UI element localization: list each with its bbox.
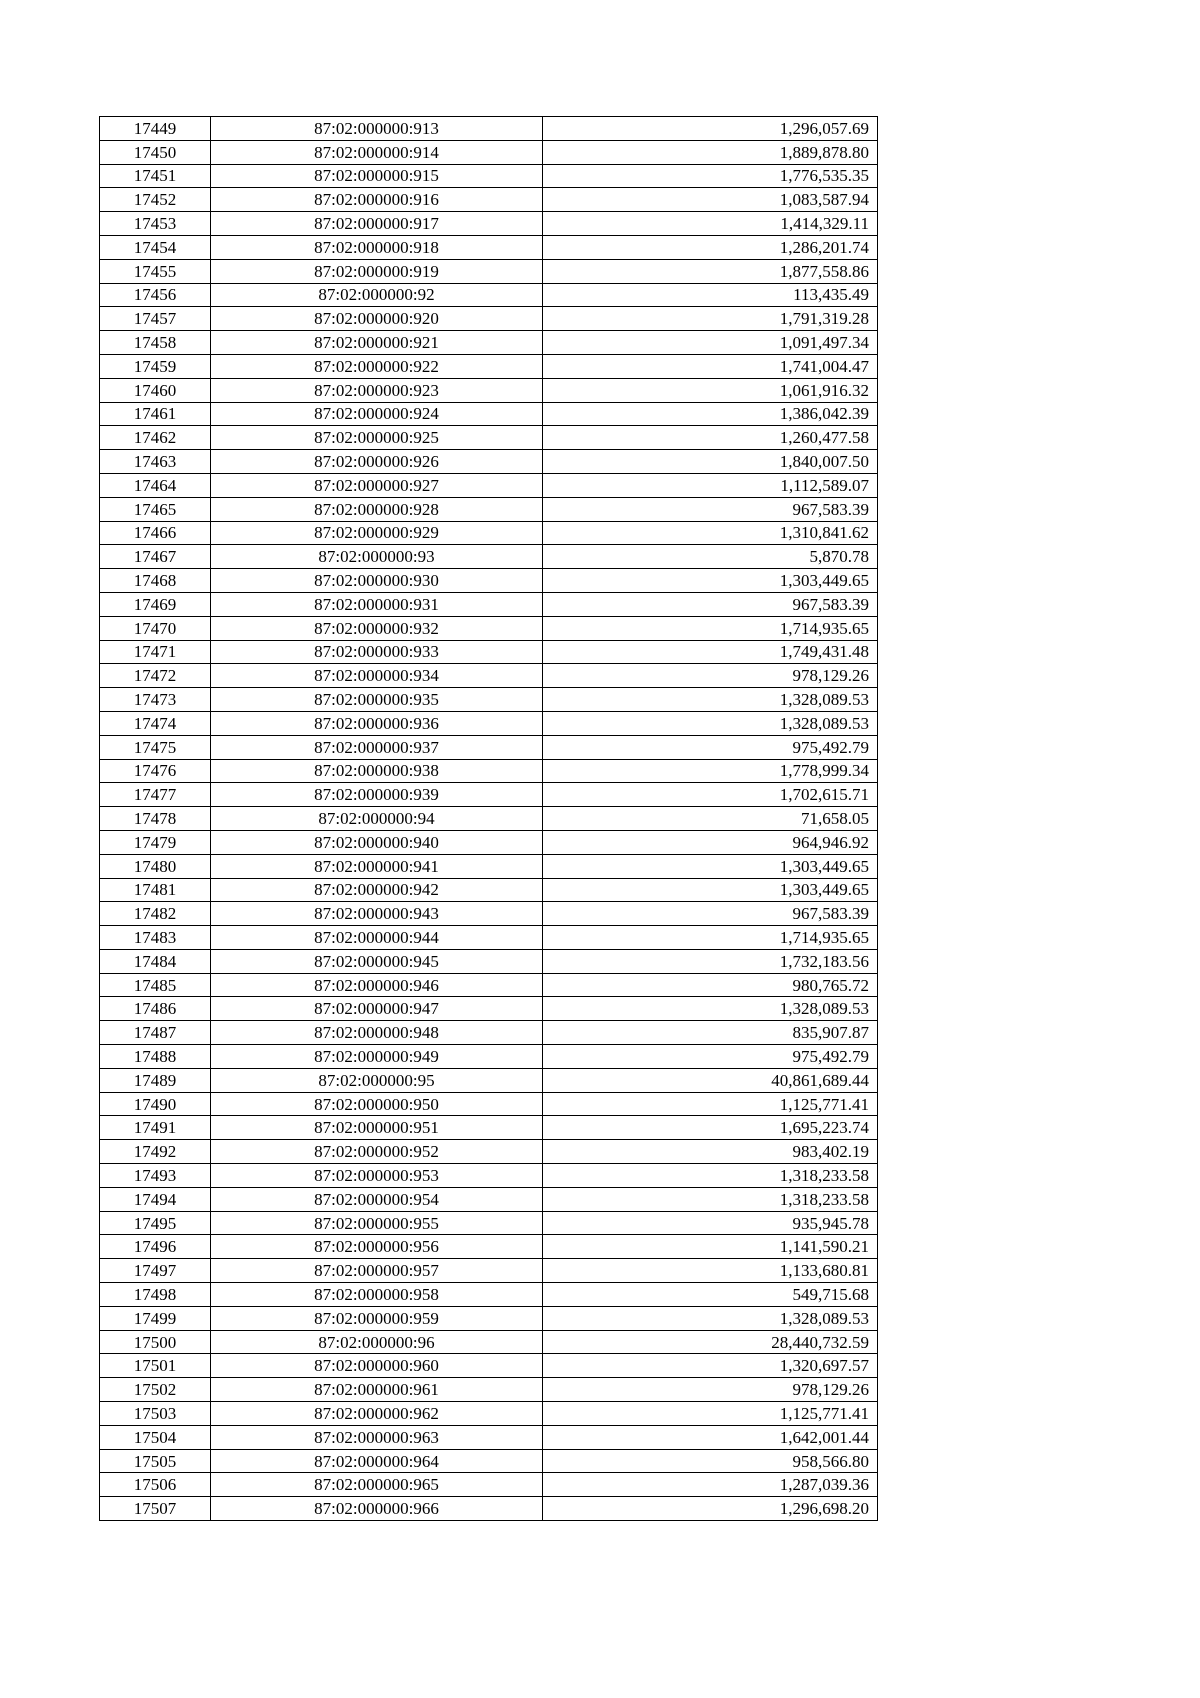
cadastral-number-cell: 87:02:000000:966 [211,1497,543,1521]
row-number-cell: 17461 [100,402,211,426]
cadastral-number-cell: 87:02:000000:925 [211,426,543,450]
row-number-cell: 17455 [100,259,211,283]
value-cell: 1,141,590.21 [543,1235,878,1259]
value-cell: 1,414,329.11 [543,212,878,236]
cadastral-number-cell: 87:02:000000:932 [211,616,543,640]
table-row [100,1330,878,1354]
table-row [100,1497,878,1521]
value-cell: 983,402.19 [543,1140,878,1164]
row-number-cell: 17451 [100,164,211,188]
table-row [100,1449,878,1473]
table-row [100,497,878,521]
table-row [100,307,878,331]
value-cell: 978,129.26 [543,1378,878,1402]
row-number-cell: 17467 [100,545,211,569]
value-cell: 1,125,771.41 [543,1402,878,1426]
table-row [100,1354,878,1378]
table-row [100,354,878,378]
cadastral-number-cell: 87:02:000000:945 [211,949,543,973]
value-cell: 1,386,042.39 [543,402,878,426]
cadastral-number-cell: 87:02:000000:957 [211,1259,543,1283]
table-row [100,1235,878,1259]
value-cell: 1,296,057.69 [543,117,878,141]
value-cell: 1,702,615.71 [543,783,878,807]
cadastral-number-cell: 87:02:000000:939 [211,783,543,807]
cadastral-number-cell: 87:02:000000:941 [211,854,543,878]
cadastral-number-cell: 87:02:000000:920 [211,307,543,331]
row-number-cell: 17469 [100,592,211,616]
cadastral-number-cell: 87:02:000000:928 [211,497,543,521]
value-cell: 935,945.78 [543,1211,878,1235]
table-row [100,997,878,1021]
cadastral-number-cell: 87:02:000000:914 [211,140,543,164]
row-number-cell: 17493 [100,1164,211,1188]
value-cell: 1,778,999.34 [543,759,878,783]
cadastral-number-cell: 87:02:000000:940 [211,830,543,854]
row-number-cell: 17462 [100,426,211,450]
cadastral-number-cell: 87:02:000000:926 [211,450,543,474]
table-row [100,235,878,259]
row-number-cell: 17476 [100,759,211,783]
table-row [100,1306,878,1330]
row-number-cell: 17484 [100,949,211,973]
cadastral-number-cell: 87:02:000000:950 [211,1092,543,1116]
cadastral-number-cell: 87:02:000000:948 [211,1021,543,1045]
row-number-cell: 17472 [100,664,211,688]
cadastral-number-cell: 87:02:000000:956 [211,1235,543,1259]
cadastral-number-cell: 87:02:000000:961 [211,1378,543,1402]
value-cell: 975,492.79 [543,735,878,759]
table-row [100,117,878,141]
cadastral-number-cell: 87:02:000000:954 [211,1187,543,1211]
cadastral-number-cell: 87:02:000000:952 [211,1140,543,1164]
table-row [100,545,878,569]
value-cell: 1,320,697.57 [543,1354,878,1378]
cadastral-number-cell: 87:02:000000:958 [211,1283,543,1307]
table-row [100,592,878,616]
row-number-cell: 17497 [100,1259,211,1283]
value-cell: 1,840,007.50 [543,450,878,474]
table-row [100,212,878,236]
data-table [99,116,878,1521]
table-row [100,854,878,878]
row-number-cell: 17498 [100,1283,211,1307]
cadastral-number-cell: 87:02:000000:927 [211,473,543,497]
cadastral-number-cell: 87:02:000000:937 [211,735,543,759]
table-row [100,735,878,759]
table-body [100,117,878,1521]
cadastral-number-cell: 87:02:000000:964 [211,1449,543,1473]
cadastral-number-cell: 87:02:000000:924 [211,402,543,426]
row-number-cell: 17471 [100,640,211,664]
value-cell: 1,776,535.35 [543,164,878,188]
value-cell: 1,328,089.53 [543,1306,878,1330]
row-number-cell: 17492 [100,1140,211,1164]
cadastral-number-cell: 87:02:000000:953 [211,1164,543,1188]
table-row [100,664,878,688]
table-row [100,1259,878,1283]
cadastral-number-cell: 87:02:000000:935 [211,688,543,712]
value-cell: 1,296,698.20 [543,1497,878,1521]
cadastral-number-cell: 87:02:000000:942 [211,878,543,902]
table-row [100,807,878,831]
value-cell: 1,303,449.65 [543,878,878,902]
row-number-cell: 17452 [100,188,211,212]
row-number-cell: 17502 [100,1378,211,1402]
table-row [100,1283,878,1307]
row-number-cell: 17473 [100,688,211,712]
cadastral-number-cell: 87:02:000000:917 [211,212,543,236]
value-cell: 1,061,916.32 [543,378,878,402]
table-row [100,164,878,188]
row-number-cell: 17483 [100,926,211,950]
value-cell: 835,907.87 [543,1021,878,1045]
value-cell: 1,642,001.44 [543,1425,878,1449]
row-number-cell: 17487 [100,1021,211,1045]
value-cell: 1,732,183.56 [543,949,878,973]
table-row [100,1187,878,1211]
row-number-cell: 17465 [100,497,211,521]
row-number-cell: 17486 [100,997,211,1021]
table-row [100,902,878,926]
cadastral-number-cell: 87:02:000000:913 [211,117,543,141]
row-number-cell: 17480 [100,854,211,878]
table-row [100,331,878,355]
row-number-cell: 17507 [100,1497,211,1521]
table-row [100,759,878,783]
row-number-cell: 17466 [100,521,211,545]
table-row [100,1140,878,1164]
value-cell: 1,091,497.34 [543,331,878,355]
value-cell: 964,946.92 [543,830,878,854]
table-row [100,140,878,164]
row-number-cell: 17463 [100,450,211,474]
cadastral-number-cell: 87:02:000000:963 [211,1425,543,1449]
row-number-cell: 17489 [100,1068,211,1092]
value-cell: 1,695,223.74 [543,1116,878,1140]
value-cell: 1,286,201.74 [543,235,878,259]
cadastral-number-cell: 87:02:000000:923 [211,378,543,402]
value-cell: 975,492.79 [543,1045,878,1069]
cadastral-number-cell: 87:02:000000:934 [211,664,543,688]
value-cell: 1,303,449.65 [543,569,878,593]
table-row [100,1021,878,1045]
table-row [100,711,878,735]
table-row [100,830,878,854]
value-cell: 967,583.39 [543,592,878,616]
row-number-cell: 17496 [100,1235,211,1259]
table-row [100,188,878,212]
table-row [100,1068,878,1092]
cadastral-number-cell: 87:02:000000:930 [211,569,543,593]
value-cell: 980,765.72 [543,973,878,997]
cadastral-number-cell: 87:02:000000:95 [211,1068,543,1092]
cadastral-number-cell: 87:02:000000:944 [211,926,543,950]
cadastral-number-cell: 87:02:000000:946 [211,973,543,997]
value-cell: 40,861,689.44 [543,1068,878,1092]
cadastral-number-cell: 87:02:000000:938 [211,759,543,783]
value-cell: 1,303,449.65 [543,854,878,878]
cadastral-number-cell: 87:02:000000:929 [211,521,543,545]
table-row [100,640,878,664]
value-cell: 1,328,089.53 [543,711,878,735]
table-row [100,949,878,973]
cadastral-number-cell: 87:02:000000:915 [211,164,543,188]
cadastral-number-cell: 87:02:000000:949 [211,1045,543,1069]
table-row [100,1116,878,1140]
value-cell: 1,318,233.58 [543,1164,878,1188]
table-row [100,569,878,593]
row-number-cell: 17504 [100,1425,211,1449]
cadastral-number-cell: 87:02:000000:933 [211,640,543,664]
cadastral-number-cell: 87:02:000000:959 [211,1306,543,1330]
table-row [100,878,878,902]
row-number-cell: 17477 [100,783,211,807]
table-row [100,450,878,474]
row-number-cell: 17491 [100,1116,211,1140]
value-cell: 1,749,431.48 [543,640,878,664]
cadastral-number-cell: 87:02:000000:943 [211,902,543,926]
value-cell: 1,083,587.94 [543,188,878,212]
row-number-cell: 17488 [100,1045,211,1069]
table-row [100,1092,878,1116]
table-row [100,283,878,307]
value-cell: 1,260,477.58 [543,426,878,450]
table-row [100,473,878,497]
row-number-cell: 17481 [100,878,211,902]
value-cell: 113,435.49 [543,283,878,307]
row-number-cell: 17506 [100,1473,211,1497]
row-number-cell: 17495 [100,1211,211,1235]
row-number-cell: 17457 [100,307,211,331]
value-cell: 1,328,089.53 [543,997,878,1021]
row-number-cell: 17490 [100,1092,211,1116]
row-number-cell: 17485 [100,973,211,997]
cadastral-number-cell: 87:02:000000:93 [211,545,543,569]
value-cell: 978,129.26 [543,664,878,688]
value-cell: 1,741,004.47 [543,354,878,378]
cadastral-number-cell: 87:02:000000:916 [211,188,543,212]
row-number-cell: 17464 [100,473,211,497]
table-row [100,688,878,712]
row-number-cell: 17453 [100,212,211,236]
row-number-cell: 17479 [100,830,211,854]
cadastral-number-cell: 87:02:000000:922 [211,354,543,378]
table-row [100,1211,878,1235]
value-cell: 28,440,732.59 [543,1330,878,1354]
row-number-cell: 17475 [100,735,211,759]
row-number-cell: 17505 [100,1449,211,1473]
row-number-cell: 17474 [100,711,211,735]
row-number-cell: 17459 [100,354,211,378]
cadastral-number-cell: 87:02:000000:936 [211,711,543,735]
value-cell: 1,714,935.65 [543,926,878,950]
cadastral-number-cell: 87:02:000000:96 [211,1330,543,1354]
value-cell: 71,658.05 [543,807,878,831]
value-cell: 1,714,935.65 [543,616,878,640]
table-row [100,1402,878,1426]
value-cell: 549,715.68 [543,1283,878,1307]
row-number-cell: 17501 [100,1354,211,1378]
cadastral-number-cell: 87:02:000000:92 [211,283,543,307]
value-cell: 1,287,039.36 [543,1473,878,1497]
row-number-cell: 17468 [100,569,211,593]
value-cell: 1,125,771.41 [543,1092,878,1116]
row-number-cell: 17499 [100,1306,211,1330]
table-row [100,1164,878,1188]
table-row [100,783,878,807]
cadastral-number-cell: 87:02:000000:931 [211,592,543,616]
table-row [100,1045,878,1069]
value-cell: 1,889,878.80 [543,140,878,164]
table-row [100,259,878,283]
row-number-cell: 17503 [100,1402,211,1426]
cadastral-number-cell: 87:02:000000:951 [211,1116,543,1140]
row-number-cell: 17454 [100,235,211,259]
table-row [100,1378,878,1402]
value-cell: 5,870.78 [543,545,878,569]
value-cell: 1,877,558.86 [543,259,878,283]
value-cell: 958,566.80 [543,1449,878,1473]
value-cell: 1,318,233.58 [543,1187,878,1211]
table-row [100,378,878,402]
value-cell: 1,310,841.62 [543,521,878,545]
table-row [100,426,878,450]
value-cell: 1,133,680.81 [543,1259,878,1283]
table-row [100,1473,878,1497]
cadastral-number-cell: 87:02:000000:919 [211,259,543,283]
cadastral-number-cell: 87:02:000000:921 [211,331,543,355]
value-cell: 1,328,089.53 [543,688,878,712]
cadastral-number-cell: 87:02:000000:947 [211,997,543,1021]
table-row [100,1425,878,1449]
row-number-cell: 17449 [100,117,211,141]
row-number-cell: 17460 [100,378,211,402]
cadastral-number-cell: 87:02:000000:960 [211,1354,543,1378]
row-number-cell: 17494 [100,1187,211,1211]
row-number-cell: 17450 [100,140,211,164]
row-number-cell: 17482 [100,902,211,926]
table-row [100,926,878,950]
table-row [100,521,878,545]
row-number-cell: 17458 [100,331,211,355]
table-row [100,973,878,997]
table-row [100,402,878,426]
row-number-cell: 17470 [100,616,211,640]
row-number-cell: 17500 [100,1330,211,1354]
cadastral-number-cell: 87:02:000000:918 [211,235,543,259]
value-cell: 1,112,589.07 [543,473,878,497]
row-number-cell: 17478 [100,807,211,831]
cadastral-number-cell: 87:02:000000:955 [211,1211,543,1235]
cadastral-number-cell: 87:02:000000:965 [211,1473,543,1497]
value-cell: 1,791,319.28 [543,307,878,331]
value-cell: 967,583.39 [543,497,878,521]
row-number-cell: 17456 [100,283,211,307]
table-row [100,616,878,640]
cadastral-number-cell: 87:02:000000:94 [211,807,543,831]
value-cell: 967,583.39 [543,902,878,926]
cadastral-number-cell: 87:02:000000:962 [211,1402,543,1426]
